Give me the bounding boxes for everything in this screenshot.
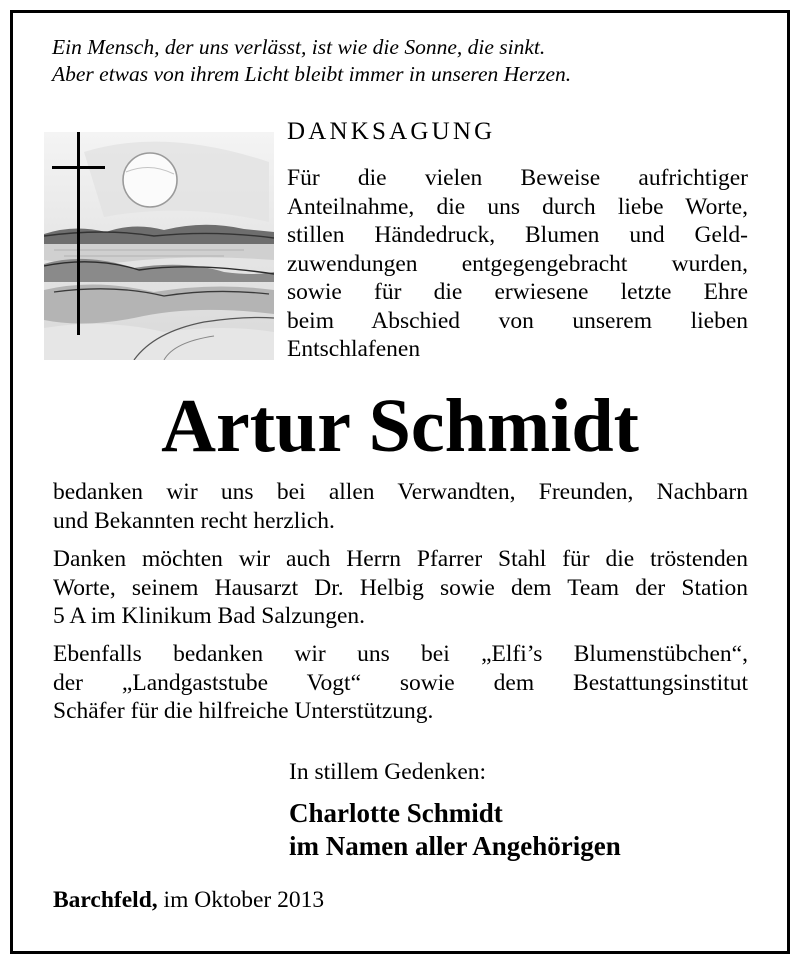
intro-paragraph: [287, 164, 748, 364]
thanks-heading: DANKSAGUNG: [287, 118, 496, 145]
quote-line-2: Aber etwas von ihrem Licht bleibt immer in unseren Herzen.: [52, 62, 572, 86]
paragraph-line: 5 A im Klinikum Bad Salzungen.: [53, 603, 366, 629]
paragraph-line: und Bekannten recht herzlich.: [53, 507, 335, 534]
cross-sunset-landscape-drawing: [44, 132, 274, 360]
intro-line: Entschlafenen: [287, 336, 421, 362]
paragraph-line: Ebenfalls bedanken wir uns bei „Elfi’s Blumenstübchen“,: [53, 641, 748, 667]
signer-note: im Namen aller Angehörigen: [289, 831, 621, 861]
thanks-paragraph-clergy-doctor: [53, 545, 748, 631]
intro-line: Anteilnahme, die uns durch liebe Worte,: [287, 193, 748, 220]
quote-line-1: Ein Mensch, der uns verlässt, ist wie die Sonne, die sinkt.: [52, 35, 546, 59]
deceased-name: Artur Schmidt: [161, 384, 639, 468]
thanks-paragraph-businesses: [53, 640, 748, 726]
signer-name: Charlotte Schmidt: [289, 798, 503, 828]
place-and-date: [53, 887, 324, 914]
intro-line: beim Abschied von unserem lieben: [287, 307, 748, 334]
closing-phrase: In stillem Gedenken:: [289, 759, 487, 785]
paragraph-line: der „Landgaststube Vogt“ sowie dem Bestattungsinstitut: [53, 669, 748, 696]
paragraph-line: Schäfer für die hilfreiche Unterstützung.: [53, 698, 434, 724]
paragraph-line: Danken möchten wir auch Herrn Pfarrer Stahl für die tröstenden: [53, 546, 748, 572]
paragraph-line: bedanken wir uns bei allen Verwandten, Freunden, Nachbarn: [53, 479, 748, 505]
intro-line: zuwendungen entgegengebracht wurden,: [287, 250, 748, 277]
intro-line: sowie für die erwiesene letzte Ehre: [287, 279, 748, 305]
intro-line: stillen Händedruck, Blumen und Geld-: [287, 222, 748, 248]
date: im Oktober 2013: [163, 887, 325, 913]
thanks-paragraph-relatives: [53, 478, 748, 535]
paragraph-line: Worte, seinem Hausarzt Dr. Helbig sowie dem Team der Station: [53, 574, 748, 601]
signature-block: [289, 797, 621, 863]
place: Barchfeld,: [53, 887, 158, 913]
intro-line: Für die vielen Beweise aufrichtiger: [287, 165, 748, 191]
memorial-quote: [52, 34, 752, 88]
